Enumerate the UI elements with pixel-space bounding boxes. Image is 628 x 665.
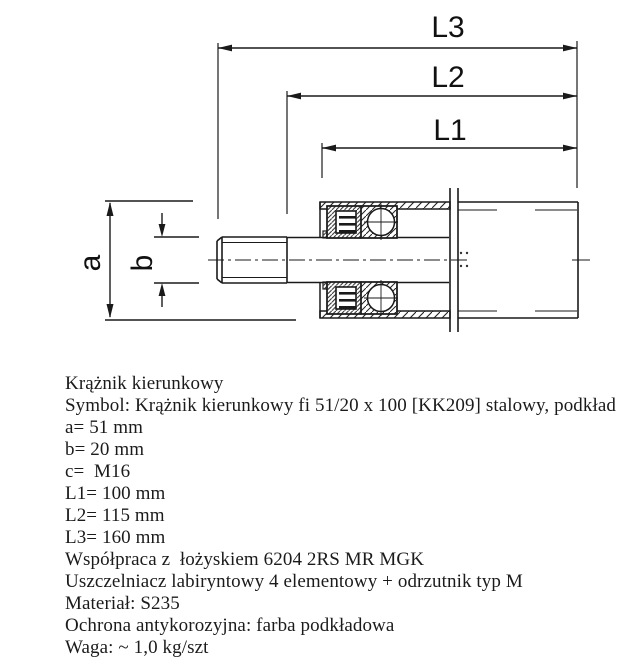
tube-right-part <box>458 202 578 318</box>
dimension-l2 <box>287 61 577 99</box>
spec-line-coating: Ochrona antykorozyjna: farba podkładowa <box>65 615 395 636</box>
spec-line-l1: L1= 100 mm <box>65 483 166 504</box>
dimension-b <box>126 213 199 307</box>
dimension-l1 <box>322 114 577 151</box>
dim-label-l2: L2 <box>431 61 465 94</box>
product-specs <box>65 373 616 659</box>
bearing-cartridge-top <box>323 204 398 240</box>
spec-line-weight: Waga: ~ 1,0 kg/szt <box>65 637 209 658</box>
dim-label-b: b <box>126 254 159 272</box>
dimension-extension-lines <box>218 41 577 219</box>
spec-line-l2: L2= 115 mm <box>65 505 165 526</box>
product-title: Krążnik kierunkowy <box>65 373 224 394</box>
spec-line-bearing: Współpraca z łożyskiem 6204 2RS MR MGK <box>65 549 425 570</box>
slinger-lip-top <box>323 231 327 238</box>
spec-line-symbol: Symbol: Krążnik kierunkowy fi 51/20 x 100 [KK209] stalowy, podkład <box>65 395 617 416</box>
spec-line-seal: Uszczelniacz labiryntowy 4 elementowy + odrzutnik typ M <box>65 571 523 592</box>
spec-line-l3: L3= 160 mm <box>65 527 166 548</box>
spec-line-a: a= 51 mm <box>65 417 144 438</box>
spec-line-c: c= M16 <box>65 461 131 482</box>
bearing-cartridge-bottom <box>323 280 398 316</box>
slinger-lip-bottom <box>323 282 327 289</box>
spec-line-material: Materiał: S235 <box>65 593 180 614</box>
dim-label-a: a <box>74 254 107 272</box>
center-line <box>208 252 590 267</box>
dimension-l3 <box>218 11 577 51</box>
dim-label-l3: L3 <box>431 11 465 44</box>
dim-label-l1: L1 <box>433 114 467 147</box>
spec-line-b: b= 20 mm <box>65 439 145 460</box>
